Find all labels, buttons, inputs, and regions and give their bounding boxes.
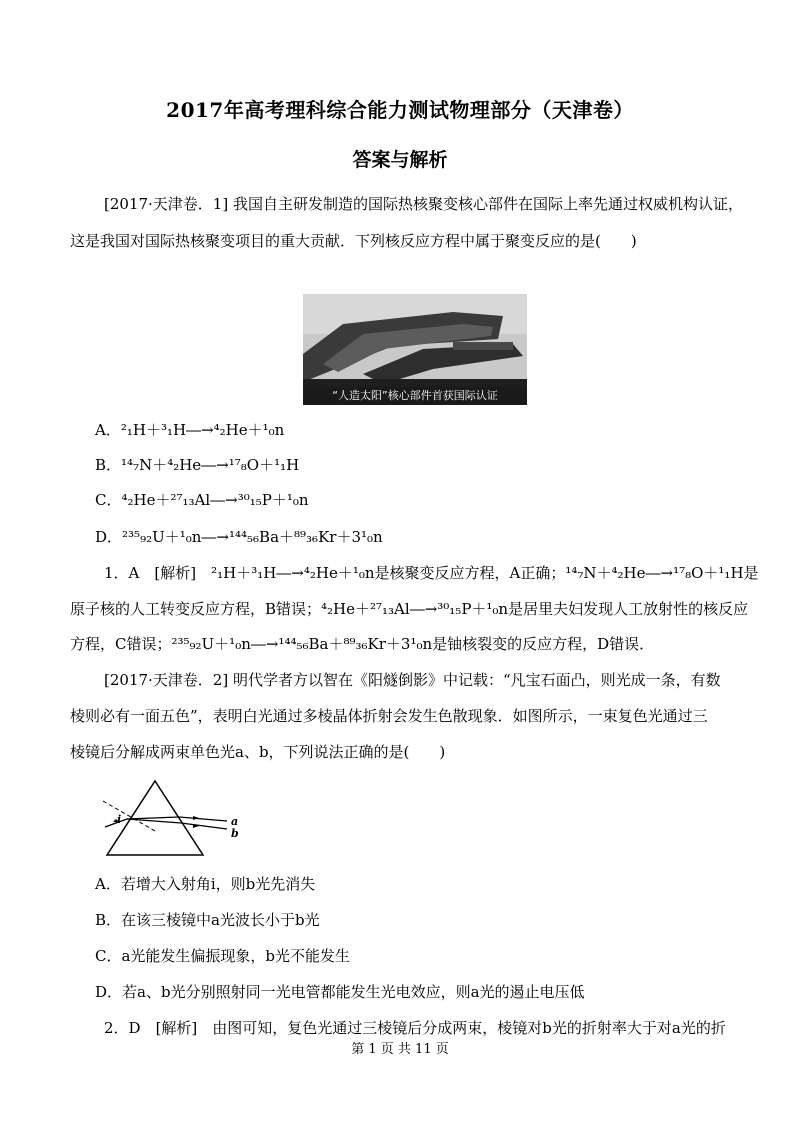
photo-caption: “人造太阳”核心部件首获国际认证 (303, 387, 527, 405)
page-footer: 第 1 页 共 11 页 (351, 1042, 449, 1057)
page-subtitle: 答案与解析 (352, 149, 448, 171)
q1-stem-line2: 这是我国对国际热核聚变项目的重大贡献．下列核反应方程中属于聚变反应的是( ) (70, 232, 637, 250)
ray-a-exit (179, 817, 227, 821)
fusion-component-image (303, 294, 527, 387)
page-title: 2017年高考理科综合能力测试物理部分（天津卷） (166, 98, 634, 122)
q2-stem-line1: [2017·天津卷．2] 明代学者方以智在《阳燧倒影》中记载：“凡宝石面凸，则光成一条，有数 (104, 671, 721, 689)
ray-a-label: a (231, 815, 239, 828)
normal-line (103, 801, 155, 831)
ray-b-label: b (231, 827, 239, 840)
q1-option-d: D．²³⁵₉₂U＋¹₀n―→¹⁴⁴₅₆Ba＋⁸⁹₃₆Kr＋3¹₀n (95, 528, 383, 546)
q2-stem-line3: 棱镜后分解成两束单色光a、b，下列说法正确的是( ) (70, 743, 446, 761)
q1-option-b: B．¹⁴₇N＋⁴₂He―→¹⁷₈O＋¹₁H (95, 456, 300, 474)
q2-option-c: C．a光能发生偏振现象，b光不能发生 (95, 947, 351, 965)
ray-a-inside (127, 817, 179, 819)
q2-option-b: B．在该三棱镜中a光波长小于b光 (95, 911, 320, 929)
q2-option-a: A．若增大入射角i，则b光先消失 (95, 875, 316, 893)
q2-stem-line2: 棱则必有一面五色”，表明白光通过多棱晶体折射会发生色散现象．如图所示，一束复色光通过三 (70, 707, 708, 725)
q2-answer-line1: 2．D [解析] 由图可知，复色光通过三棱镜后分成两束，棱镜对b光的折射率大于对a光的折 (104, 1019, 726, 1037)
q1-answer-line1: 1．A [解析] ²₁H＋³₁H―→⁴₂He＋¹₀n是核聚变反应方程，A正确；¹⁴₇N＋⁴₂He―→¹⁷₈O＋¹₁H是 (104, 564, 759, 582)
q1-option-a: A．²₁H＋³₁H―→⁴₂He＋¹₀n (95, 421, 285, 439)
ray-b-inside (127, 819, 181, 823)
q2-option-d: D．若a、b光分别照射同一光电管都能发生光电效应，则a光的遏止电压低 (95, 983, 585, 1001)
ray-b-exit (181, 823, 227, 829)
angle-i-label: i (117, 813, 122, 826)
q1-answer-line2: 原子核的人工转变反应方程，B错误；⁴₂He＋²⁷₁₃Al―→³⁰₁₅P＋¹₀n是居里夫妇发现人工放射性的核反应 (70, 600, 749, 618)
q1-option-c: C．⁴₂He＋²⁷₁₃Al―→³⁰₁₅P＋¹₀n (95, 491, 309, 509)
q1-stem-line1: [2017·天津卷．1] 我国自主研发制造的国际热核聚变核心部件在国际上率先通过权威机构认证， (104, 195, 743, 213)
q1-answer-line3: 方程，C错误；²³⁵₉₂U＋¹₀n―→¹⁴⁴₅₆Ba＋⁸⁹₃₆Kr＋3¹₀n是铀核裂变的反应方程，D错误． (70, 635, 655, 653)
prism-diagram (95, 779, 255, 859)
q1-photo (303, 294, 527, 405)
